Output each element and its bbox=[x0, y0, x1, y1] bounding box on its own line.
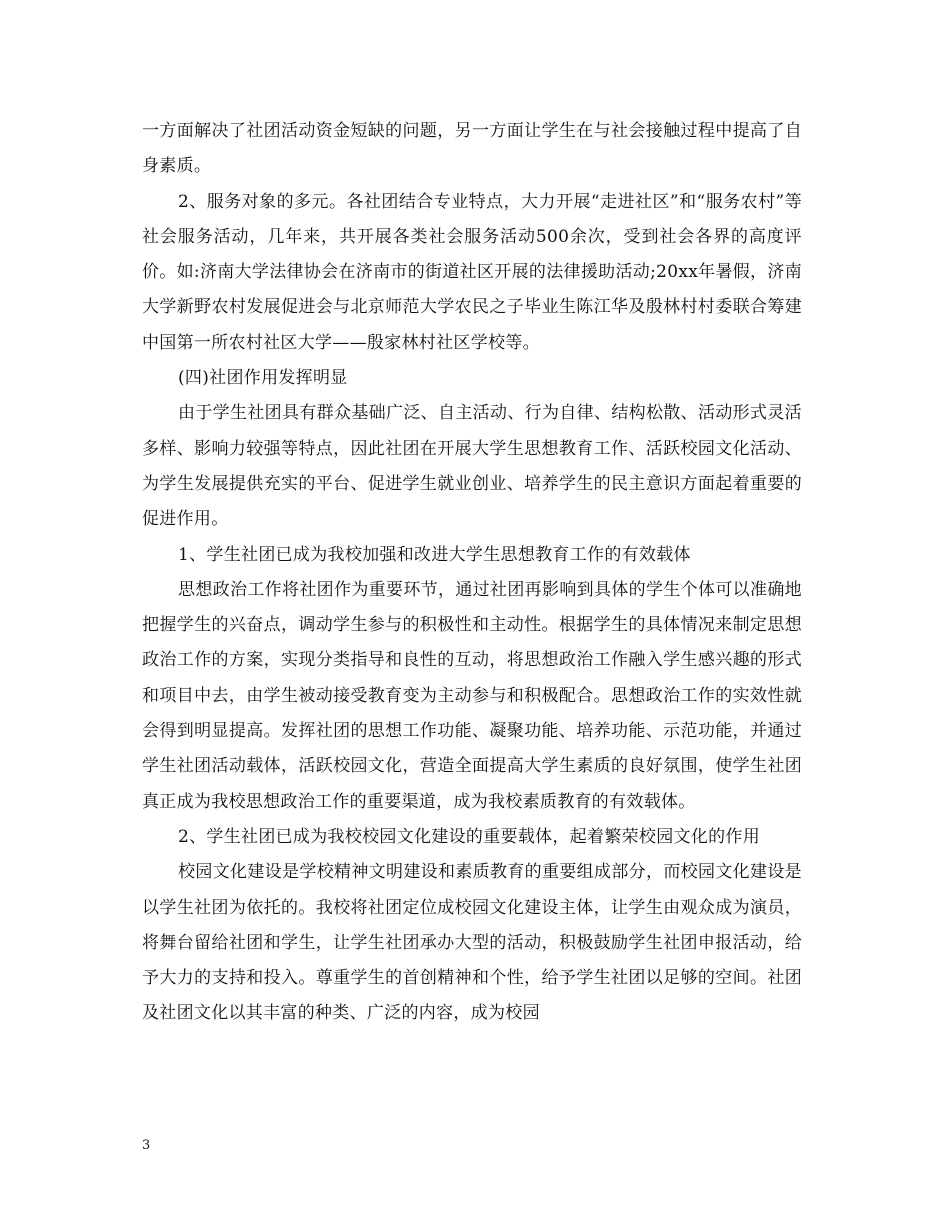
paragraph: 思想政治工作将社团作为重要环节，通过社团再影响到具体的学生个体可以准确地把握学生的兴奋点，调动学生参与的积极性和主动性。根据学生的具体情况来制定思想政治工作的方案，实现分类指导和良性的互动，将思想政治工作融入学生感兴趣的形式和项目中去，由学生被动接受教育变为主动参与和积极配合。思想政治工作的实效性就会得到明显提高。发挥社团的思想工作功能、凝聚功能、培养功能、示范功能，并通过学生社团活动载体，活跃校园文化，营造全面提高大学生素质的良好氛围，使学生社团真正成为我校思想政治工作的重要渠道，成为我校素质教育的有效载体。 bbox=[142, 579, 802, 812]
paragraph: 由于学生社团具有群众基础广泛、自主活动、行为自律、结构松散、活动形式灵活多样、影响力较强等特点，因此社团在开展大学生思想教育工作、活跃校园文化活动、为学生发展提供充实的平台、促进学生就业创业、培养学生的民主意识方面起着重要的促进作用。 bbox=[142, 403, 802, 530]
subsection-heading: 1、学生社团已成为我校加强和改进大学生思想教育工作的有效载体 bbox=[178, 544, 691, 565]
section-heading: (四)社团作用发挥明显 bbox=[178, 368, 348, 389]
body-text bbox=[142, 114, 802, 1032]
paragraph: 校园文化建设是学校精神文明建设和素质教育的重要组成部分，而校园文化建设是以学生社团为依托的。我校将社团定位成校园文化建设主体，让学生由观众成为演员，将舞台留给社团和学生，让学生社团承办大型的活动，积极鼓励学生社团申报活动，给予大力的支持和投入。尊重学生的首创精神和个性，给予学生社团以足够的空间。社团及社团文化以其丰富的种类、广泛的内容，成为校园 bbox=[142, 862, 802, 1024]
paragraph: 一方面解决了社团活动资金短缺的问题，另一方面让学生在与社会接触过程中提高了自身素质。 bbox=[142, 121, 802, 177]
subsection-heading: 2、学生社团已成为我校校园文化建设的重要载体，起着繁荣校园文化的作用 bbox=[178, 826, 761, 847]
paragraph: 2、服务对象的多元。各社团结合专业特点，大力开展“走进社区”和“服务农村”等社会服务活动，几年来，共开展各类社会服务活动500余次，受到社会各界的高度评价。如:济南大学法律协会在济南市的街道社区开展的法律援助活动;20xx年暑假，济南大学新野农村发展促进会与北京师范大学农民之子毕业生陈江华及殷林村村委联合筹建中国第一所农村社区大学——殷家林村社区学校等。 bbox=[142, 191, 802, 353]
page-number: 3 bbox=[142, 1138, 151, 1153]
